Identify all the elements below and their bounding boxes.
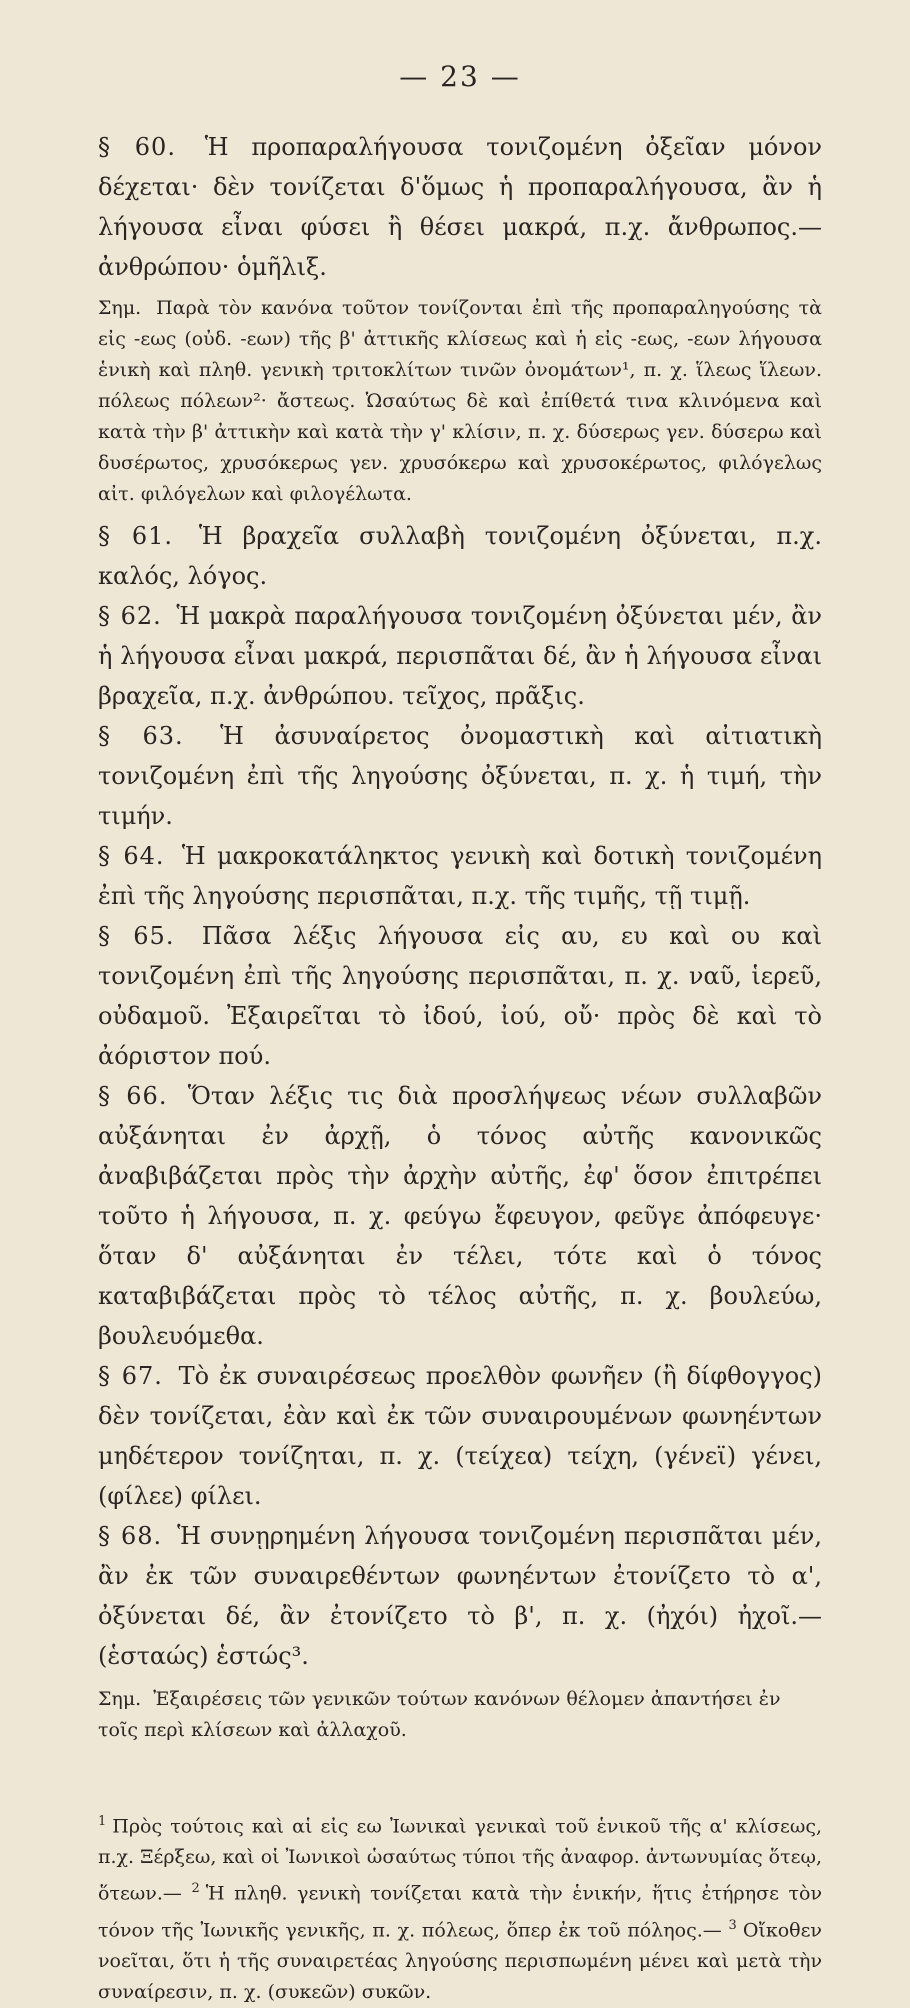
paragraph-65 [98,916,822,1076]
section-number: § 62. [98,602,162,630]
paragraph-text: Ἡ ἀσυναίρετος ὀνομαστικὴ καὶ αἰτιατικὴ τονιζομένη ἐπὶ τῆς ληγούσης ὀξύνεται, π. χ. ἡ τιμή, τὴν τιμήν. [98,722,822,830]
paragraph-61 [98,516,822,596]
note-68 [98,1684,822,1746]
paragraph-text: Ἡ μακροκατάληκτος γενικὴ καὶ δοτικὴ τονιζομένη ἐπὶ τῆς ληγούσης περισπᾶται, π.χ. τῆς τιμῆς, τῇ τιμῇ. [98,842,822,910]
section-number: § 66. [98,1082,168,1110]
paragraph-62 [98,596,822,716]
footnote-mark-2: 2 [191,1881,200,1897]
footnote-mark-3: 3 [728,1917,737,1933]
footnote-2: Ἡ πληθ. γενικὴ τονίζεται κατὰ τὴν ἑνικήν, ἥτις ἐτήρησε τὸν τόνον τῆς Ἰωνικῆς γενικῆς, π. χ. πόλεως, ὅπερ ἐκ τοῦ πόληος.— [98,1882,822,1941]
section-number: § 60. [98,133,176,161]
section-number: § 61. [98,522,173,550]
section-number: § 63. [98,722,184,750]
paragraph-68 [98,1516,822,1676]
paragraph-text: Ὅταν λέξις τις διὰ προσλήψεως νέων συλλαβῶν αὐξάνηται ἐν ἀρχῇ, ὁ τόνος αὐτῆς κανονικῶς ἀναβιβάζεται πρὸς τὴν ἀρχὴν αὐτῆς, ἐφ' ὅσον ἐπιτρέπει τοῦτο ἡ λήγουσα, π. χ. φεύγω ἔφευγον, φεῦγε ἀπόφευγε· ὅταν δ' αὐξάνηται ἐν τέλει, τότε καὶ ὁ τόνος καταβιβάζεται πρὸς τὸ τέλος αὐτῆς, π. χ. βουλεύω, βουλευόμεθα. [98,1082,823,1350]
paragraph-66 [98,1076,822,1356]
note-label: Σημ. [98,1688,142,1710]
note-text: Παρὰ τὸν κανόνα τοῦτον τονίζονται ἐπὶ τῆς προπαραληγούσης τὰ εἰς -εως (οὐδ. -εων) τῆς β' ἀττικῆς κλίσεως καὶ ἡ εἰς -εως, -εων λήγουσα ἑνικὴ καὶ πληθ. γενικὴ τριτοκλίτων τινῶν ὀνομάτων¹, π. χ. ἵλεως ἵλεων. πόλεως πόλεων²· ἄστεως. Ὡσαύτως δὲ καὶ ἐπίθετά τινα κλινόμενα καὶ κατὰ τὴν β' ἀττικὴν καὶ κατὰ τὴν γ' κλίσιν, π. χ. δύσερως γεν. δύσερω καὶ δυσέρωτος, χρυσόκερως γεν. χρυσόκερω καὶ χρυσοκέρωτος, φιλόγελως αἰτ. φιλόγελων καὶ φιλογέλωτα. [98,297,822,505]
section-number: § 68. [98,1522,163,1550]
section-number: § 65. [98,922,175,950]
paragraph-64 [98,836,822,916]
page-number: — 23 — [399,60,521,93]
paragraph-67 [98,1356,822,1516]
paragraph-60 [98,127,822,287]
footnotes [98,1806,822,2008]
note-text: Ἐξαιρέσεις τῶν γενικῶν τούτων κανόνων θέλομεν ἀπαντήσει ἐν τοῖς περὶ κλίσεων καὶ ἀλλαχοῦ. [98,1688,781,1741]
paragraph-text: Ἡ μακρὰ παραλήγουσα τονιζομένη ὀξύνεται μέν, ἂν ἡ λήγουσα εἶναι μακρά, περισπᾶται δέ, ἂν ἡ λήγουσα εἶναι βραχεῖα, π.χ. ἀνθρώπου. τεῖχος, πρᾶξις. [98,602,822,710]
paragraph-text: Ἡ προπαραλήγουσα τονιζομένη ὀξεῖαν μόνον δέχεται· δὲν τονίζεται δ'ὅμως ἡ προπαραλήγουσα, ἂν ἡ λήγουσα εἶναι φύσει ἢ θέσει μακρά, π.χ. ἄνθρωπος.—ἀνθρώπου· ὁμῆλιξ. [98,133,823,281]
footnote-3: Οἴκοθεν νοεῖται, ὅτι ἡ τῆς συναιρετέας ληγούσης περισπωμένη μένει καὶ μετὰ τὴν συναίρεσιν, π. χ. (συκεῶν) συκῶν. [98,1918,822,2003]
paragraph-text: Ἡ βραχεῖα συλλαβὴ τονιζομένη ὀξύνεται, π.χ. καλός, λόγος. [98,522,822,590]
footnote-mark-1: 1 [98,1814,107,1829]
paragraph-text: Τὸ ἐκ συναιρέσεως προελθὸν φωνῆεν (ἢ δίφθογγος) δὲν τονίζεται, ἐὰν καὶ ἐκ τῶν συναιρουμένων φωνηέντων μηδέτερον τονίζηται, π. χ. (τείχεα) τείχη, (γένεϊ) γένει, (φίλεε) φίλει. [98,1362,822,1510]
paragraph-text: Πᾶσα λέξις λήγουσα εἰς αυ, ευ καὶ ου καὶ τονιζομένη ἐπὶ τῆς ληγούσης περισπᾶται, π. χ. ναῦ, ἱερεῦ, οὐδαμοῦ. Ἐξαιρεῖται τὸ ἰδού, ἰού, οὔ· πρὸς δὲ καὶ τὸ ἀόριστον πού. [98,922,822,1070]
note-label: Σημ. [98,297,142,319]
footnote-1: Πρὸς τούτοις καὶ αἱ εἰς εω Ἰωνικαὶ γενικαὶ τοῦ ἑνικοῦ τῆς α' κλίσεως, π.χ. Ξέρξεω, καὶ οἱ Ἰωνικοὶ ὡσαύτως τύποι τῆς ἀναφορ. ἀντωνυμίας ὅτεῳ, ὅτεων.— [98,1815,822,1905]
paragraph-text: Ἡ συνῃρημένη λήγουσα τονιζομένη περισπᾶται μέν, ἂν ἐκ τῶν συναιρεθέντων φωνηέντων ἐτονίζετο τὸ α', ὀξύνεται δέ, ἂν ἐτονίζετο τὸ β', π. χ. (ἠχόι) ἠχοῖ.—(ἑσταώς) ἑστώς³. [98,1522,822,1670]
paragraph-63 [98,716,822,836]
section-number: § 64. [98,842,165,870]
section-number: § 67. [98,1362,163,1390]
note-60 [98,293,822,510]
